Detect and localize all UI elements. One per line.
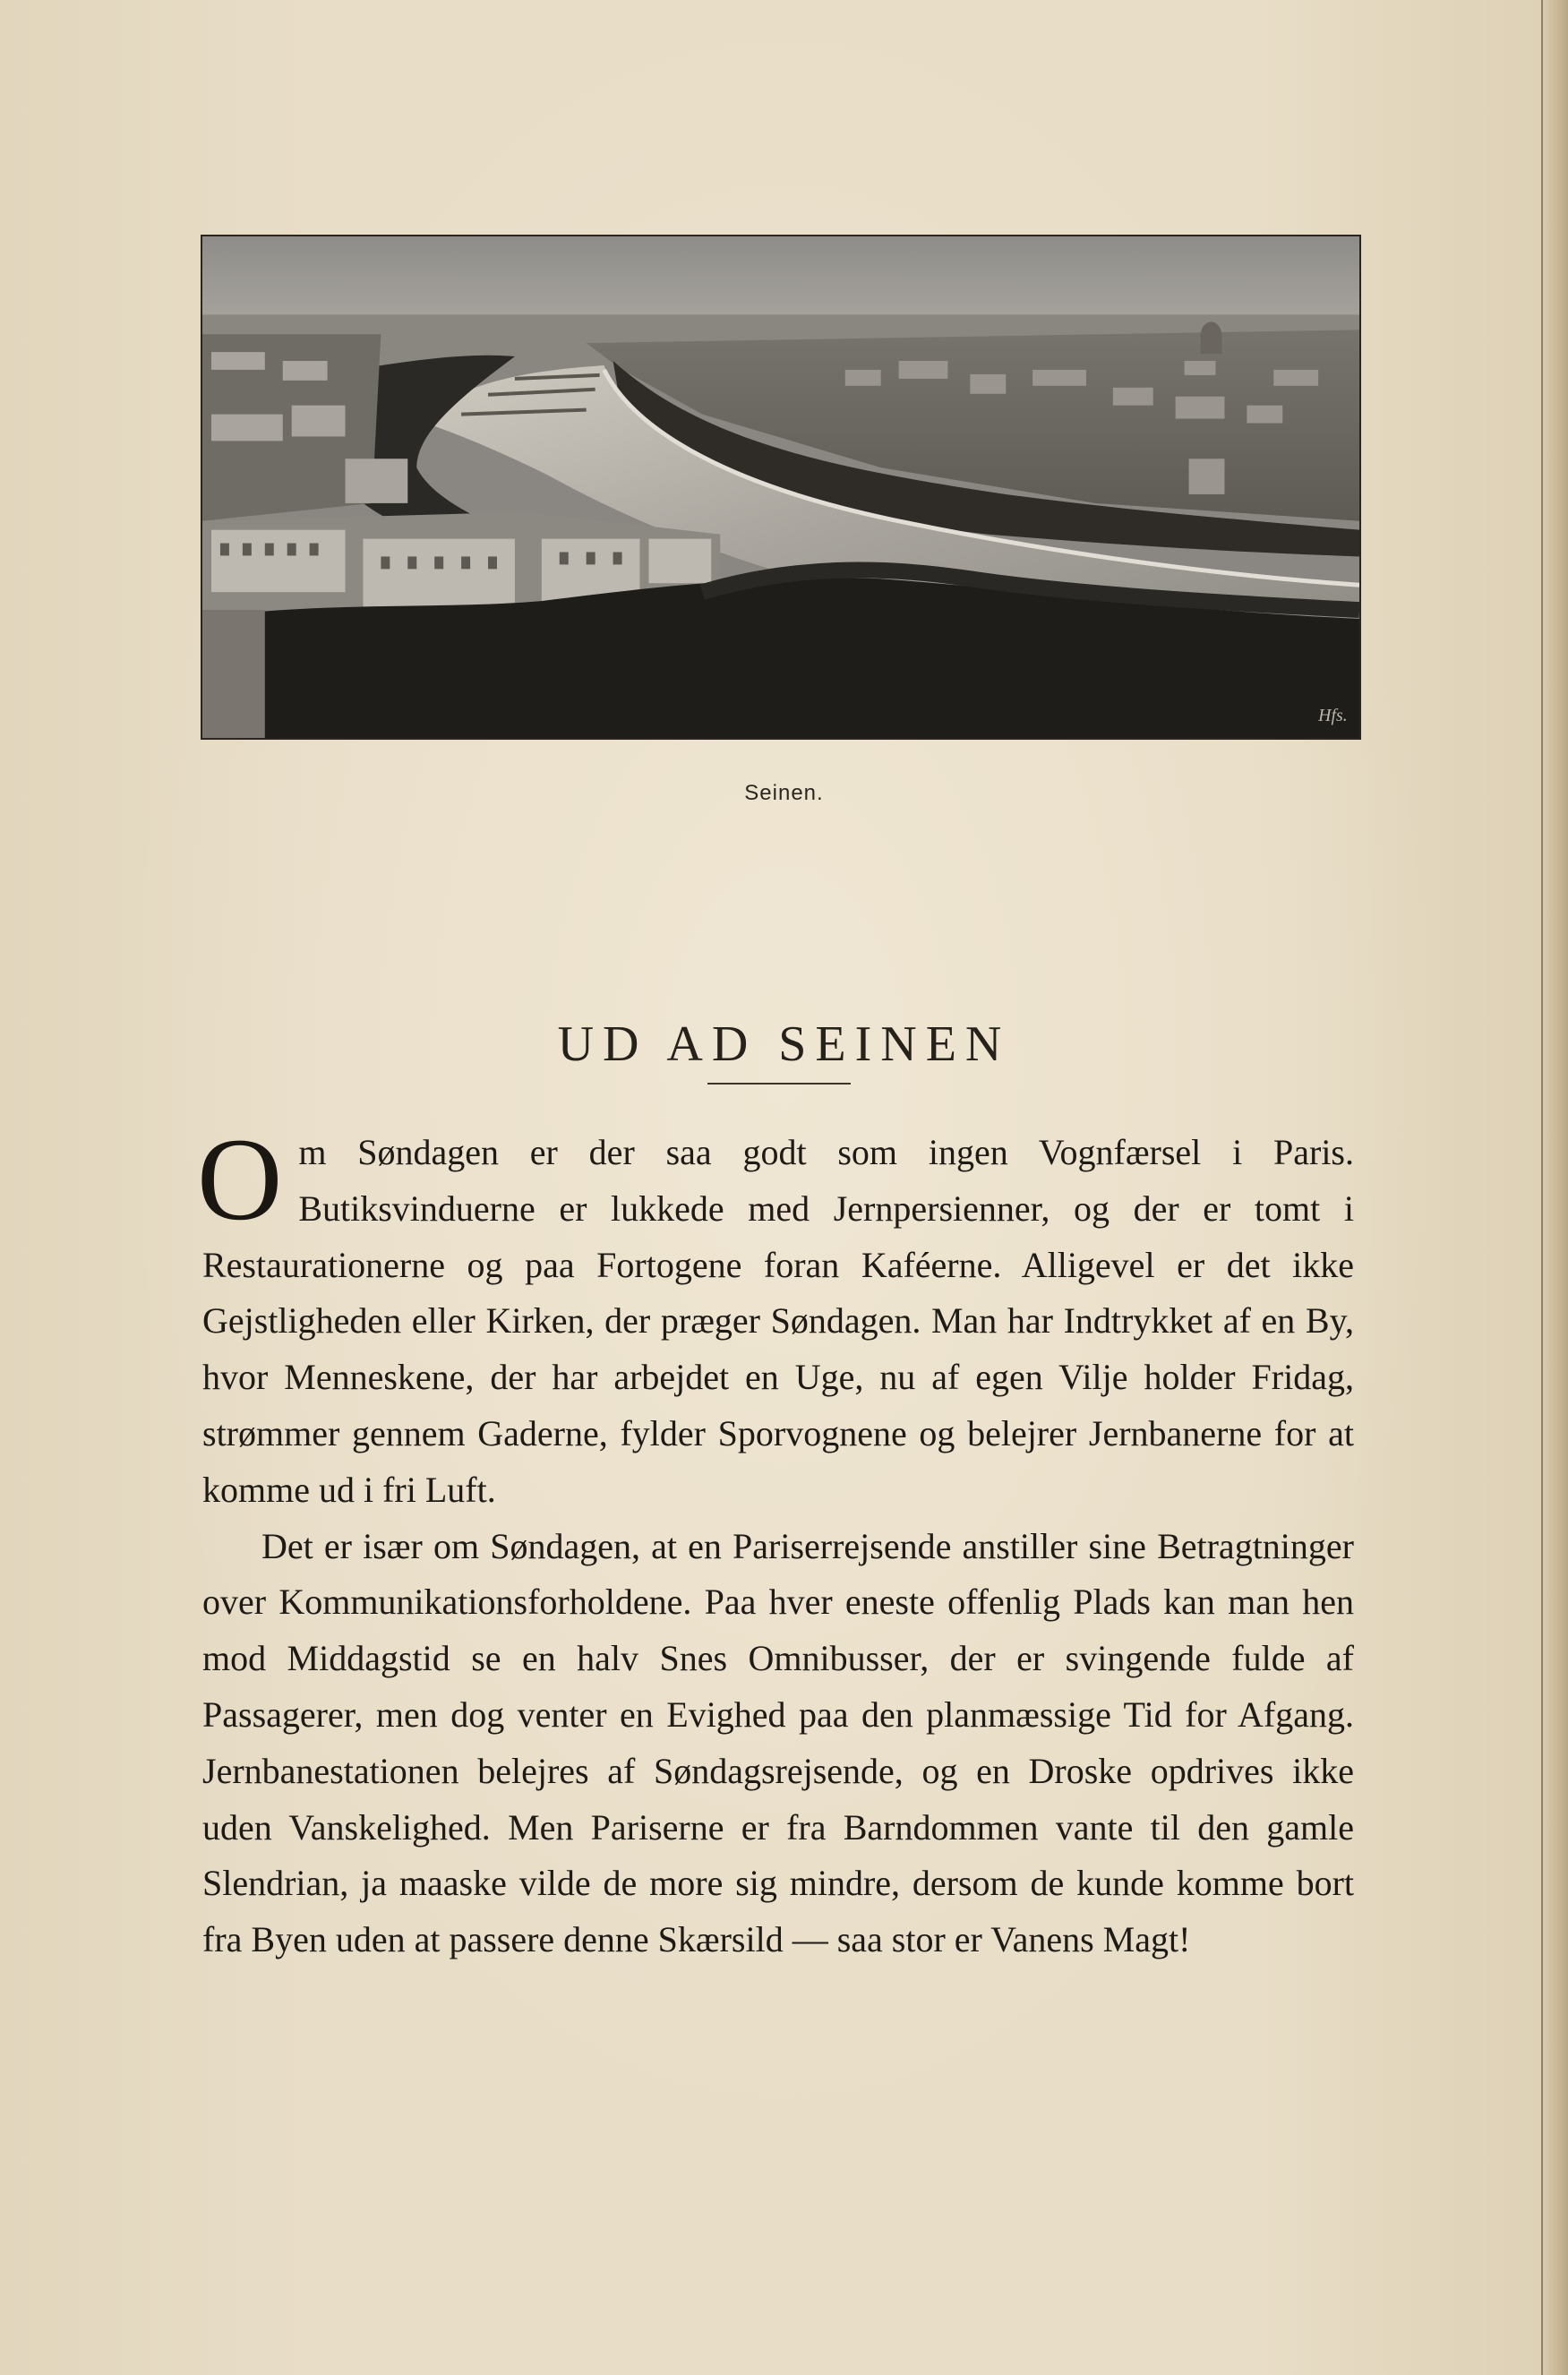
- title-divider: [707, 1083, 851, 1085]
- body-text: [197, 1113, 1354, 1968]
- photo-signature: Hfs.: [1318, 706, 1348, 726]
- paragraph-1: [197, 1113, 1354, 1519]
- paragraph-2: Det er især om Søndagen, at en Pariserrejsende anstiller sine Betragtninger over Kommunikationsforholdene. Paa hver eneste offenlig Plads kan man hen mod Middagstid se en halv Snes Omnibusser, der er svingende fulde af Passagerer, men dog venter en Evighed paa den planmæssige Tid for Afgang. Jernbanestationen belejres af Søndagsrejsende, og en Droske opdrives ikke uden Vanskelighed. Men Pariserne er fra Barndommen vante til den gamle Slendrian, ja maaske vilde de more sig mindre, dersom de kunde komme bort fra Byen uden at passere denne Skærsild — saa stor er Vanens Magt!: [202, 1525, 1354, 1960]
- seine-photograph: [201, 235, 1361, 740]
- seine-photo-illustration: [202, 236, 1359, 738]
- page-edge: [1541, 0, 1568, 2375]
- drop-cap: O: [197, 1113, 283, 1245]
- paragraph-1-text: m Søndagen er der saa godt som ingen Vognfærsel i Paris. Butiksvinduerne er lukkede med Jernpersienner, og der er tomt i Restaurationerne og paa Fortogene foran Kaféerne. Alligevel er det ikke Gejstligheden eller Kirken, der præger Søndagen. Man har Indtrykket af en By, hvor Menneskene, der har arbejdet en Uge, nu af egen Vilje holder Fridag, strømmer gennem Gaderne, fylder Sporvognene og belejrer Jernbanerne for at komme ud i fri Luft.: [202, 1132, 1354, 1510]
- chapter-title: UD AD SEINEN: [557, 1016, 1011, 1072]
- photo-caption: Seinen.: [744, 781, 824, 805]
